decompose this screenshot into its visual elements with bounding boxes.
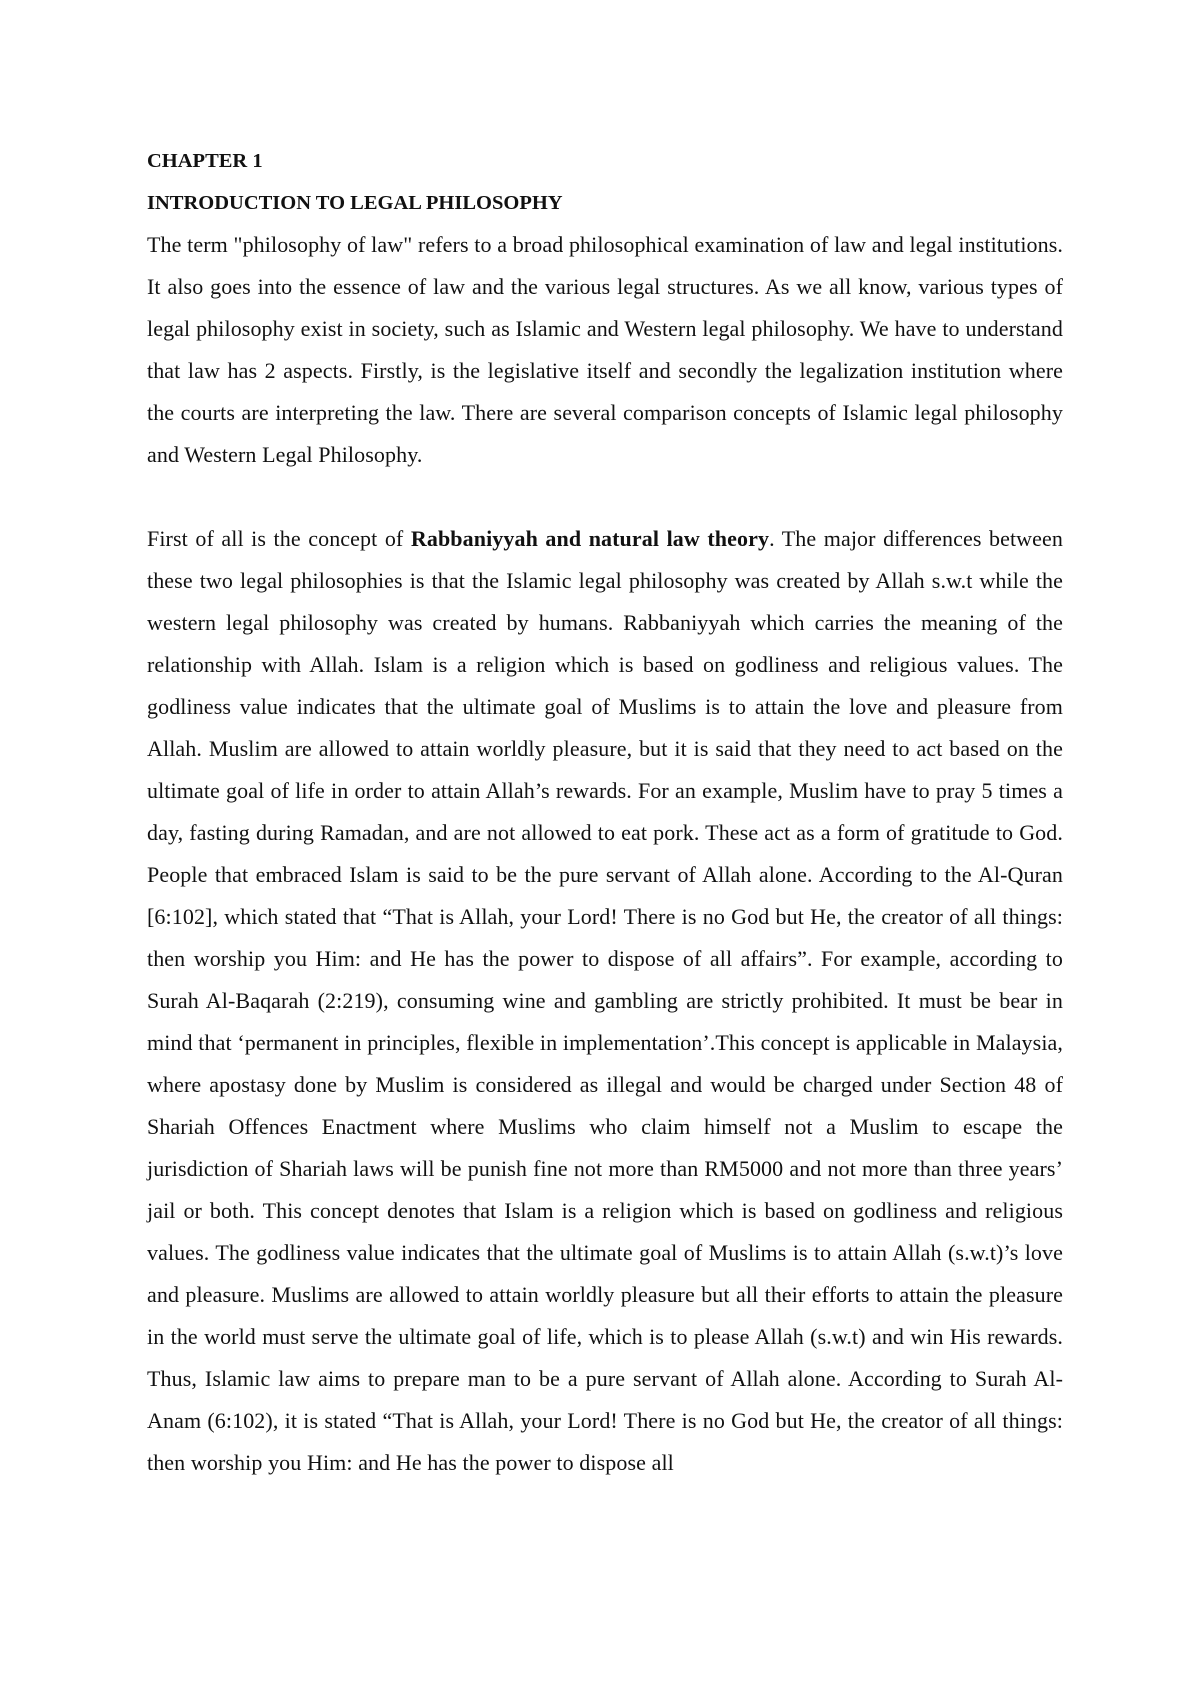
paragraph-rabbaniyyah — [147, 518, 1063, 1484]
paragraph-lead: First of all is the concept of — [147, 526, 411, 551]
bold-term: Rabbaniyyah and natural law theory — [410, 526, 770, 551]
chapter-title: INTRODUCTION TO LEGAL PHILOSOPHY — [147, 192, 563, 214]
paragraph-intro: The term "philosophy of law" refers to a broad philosophical examination of law and legal institutions. It also goes into the essence of law and the various legal structures. As we all know, various types of legal philosophy exist in society, such as Islamic and Western legal philosophy. We have to understand that law has 2 aspects. Firstly, is the legislative itself and secondly the legalization institution where the courts are interpreting the law. There are several comparison concepts of Islamic legal philosophy and Western Legal Philosophy. — [147, 232, 1063, 467]
document-page — [147, 140, 1063, 1484]
paragraph-body: . The major differences between these two legal philosophies is that the Islamic legal philosophy was created by Allah s.w.t while the western legal philosophy was created by humans. Rabbaniyyah which carries the meaning of the relationship with Allah. Islam is a religion which is based on godliness and religious values. The godliness value indicates that the ultimate goal of Muslims is to attain the love and pleasure from Allah. Muslim are allowed to attain worldly pleasure, but it is said that they need to act based on the ultimate goal of life in order to attain Allah’s rewards. For an example, Muslim have to pray 5 times a day, fasting during Ramadan, and are not allowed to eat pork. These act as a form of gratitude to God. People that embraced Islam is said to be the pure servant of Allah alone. According to the Al-Quran [6:102], which stated that “That is Allah, your Lord! There is no God but He, the creator of all things: then worship you Him: and He has the power to dispose of all affairs”. For example, according to Surah Al-Baqarah (2:219), consuming wine and gambling are strictly prohibited. It must be bear in mind that ‘permanent in principles, flexible in implementation’.This concept is applicable in Malaysia, where apostasy done by Muslim is considered as illegal and would be charged under Section 48 of Shariah Offences Enactment where Muslims who claim himself not a Muslim to escape the jurisdiction of Shariah laws will be punish fine not more than RM5000 and not more than three years’ jail or both. This concept denotes that Islam is a religion which is based on godliness and religious values. The godliness value indicates that the ultimate goal of Muslims is to attain Allah (s.w.t)’s love and pleasure. Muslims are allowed to attain worldly pleasure but all their efforts to attain the pleasure in the world must serve the ultimate goal of life, which is to please Allah (s.w.t) and win His rewards. Thus, Islamic law aims to prepare man to be a pure servant of Allah alone. According to Surah Al-Anam (6:102), it is stated “That is Allah, your Lord! There is no God but He, the creator of all things: then worship you Him: and He has the power to dispose all — [147, 526, 1063, 1475]
chapter-label: CHAPTER 1 — [147, 150, 263, 172]
